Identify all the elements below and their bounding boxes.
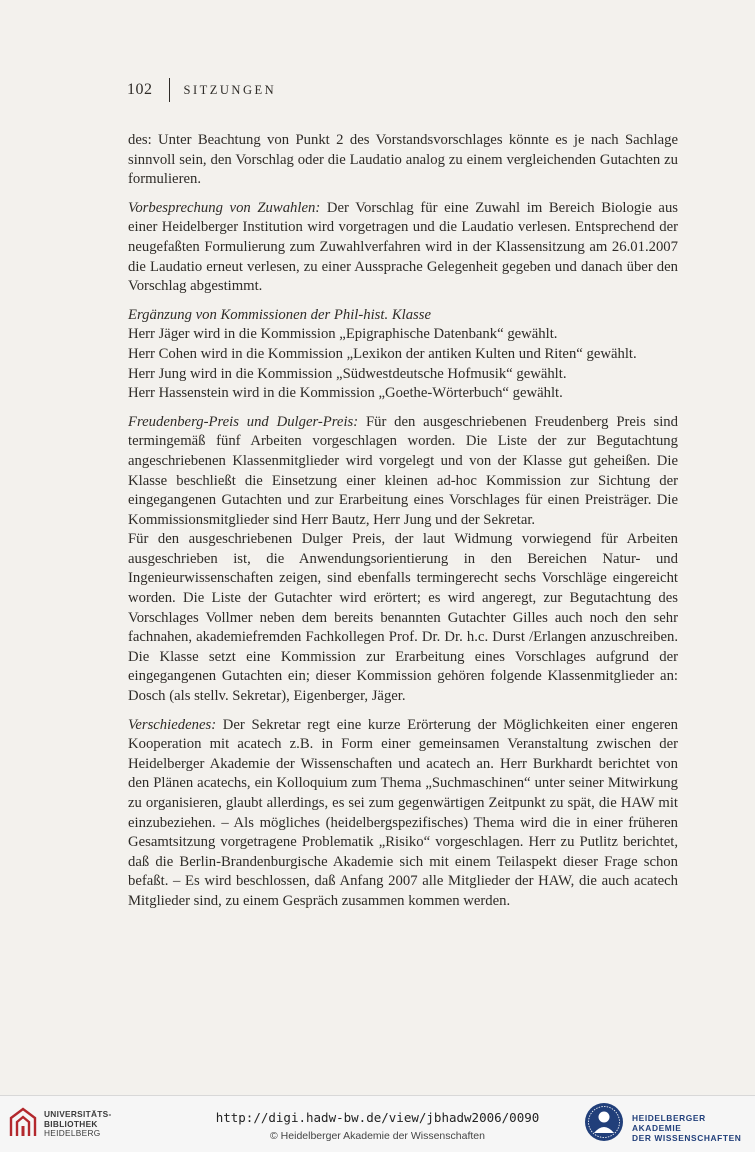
header-divider (169, 78, 170, 102)
paragraph-dulger: Für den ausgeschriebenen Dulger Preis, der laut Widmung vorwiegend für Arbeiten ausgeschrieben ist, die Anwendungsorientierung in den Bereichen Natur- und Ingenieurwissenschaften zeigen, sind ebenfalls termingerecht sechs Vorschläge eingereicht worden. Die Liste der Gutachter wird erörtert; es wird angeregt, zur Begutachtung des Vorschlages Vollmer neben dem bereits benannten Gutachter Gilles auch noch den sehr fachnahen, akademiefremden Fachkollegen Prof. Dr. Dr. h.c. Durst /Erlangen anzuschreiben. Die Klasse setzt eine Kommission zur Erarbeitung eines Vorschlages aufgrund der eingegangenen Gutachten ein; dieser Kommission gehören folgende Klassenmitglieder an: Dosch (als stellv. Sekretar), Eigenberger, Jäger. (128, 531, 678, 705)
paragraph-text: Der Vorschlag für eine Zuwahl im Bereich Biologie aus einer Heidelberger Institution wird vorgetragen und die Laudatio verlesen. Entsprechend der neugefaßten Formulierung zum Zuwahlverfahren wird in der Klassensitzung am 26.01.2007 die Laudatio erneut verlesen, zu einer Aussprache Gelegenheit gegeben und danach über den Vorschlag abgestimmt. (128, 199, 679, 295)
document-url-link[interactable]: http://digi.hadw-bw.de/view/jbhadw2006/0090 (215, 1110, 540, 1125)
list-item: Herr Jäger wird in die Kommission „Epigraphische Datenbank“ gewählt. (128, 326, 558, 343)
section-title: SITZUNGEN (183, 82, 277, 97)
section-label: Ergänzung von Kommissionen der Phil-hist. Klasse (128, 306, 431, 323)
section-kommissionen (128, 306, 678, 404)
paragraph-zuwahlen (128, 199, 678, 297)
paragraph-label: Vorbesprechung von Zuwahlen: (128, 199, 321, 216)
page-number: 102 (127, 81, 153, 98)
body-text (128, 131, 678, 912)
university-library-name: UNIVERSITÄTS- BIBLIOTHEK HEIDELBERG (44, 1109, 112, 1138)
paragraph-text: Für den ausgeschriebenen Freudenberg Preis sind termingemäß fünf Arbeiten vorgeschlagen worden. Die Liste der zur Begutachtung angeschriebenen Klassenmitglieder wird vorgelegt und von der Klasse gut geheißen. Die Klasse beschließt die Einsetzung einer kleinen ad-hoc Kommission zur Sichtung der eingegangenen Gutachten und zur Erarbeitung eines Vorschlages für einen Preisträger. Die Kommissionsmitglieder sind Herr Bautz, Herr Jung und der Sekretar. (128, 413, 678, 528)
list-item: Herr Jung wird in die Kommission „Südwestdeutsche Hofmusik“ gewählt. (128, 365, 567, 382)
academy-name: HEIDELBERGER AKADEMIE DER WISSENSCHAFTEN (632, 1113, 742, 1143)
paragraph-label: Verschiedenes: (128, 716, 217, 733)
list-item: Herr Cohen wird in die Kommission „Lexikon der antiken Kulten und Riten“ gewählt. (128, 345, 637, 362)
list-item: Herr Hassenstein wird in die Kommission „Goethe-Wörterbuch“ gewählt. (128, 385, 563, 402)
paragraph-verschiedenes (128, 716, 678, 912)
paragraph-preise (128, 413, 678, 531)
paragraph-continuation: des: Unter Beachtung von Punkt 2 des Vorstandsvorschlages könnte es je nach Sachlage sinnvoll sein, den Vorschlag oder die Laudatio analog zu einem vergleichenden Gutachten zu formulieren. (128, 132, 678, 188)
academy-seal-icon (584, 1102, 624, 1142)
paragraph-label: Freudenberg-Preis und Dulger-Preis: (128, 413, 359, 430)
viewer-footer (0, 1095, 755, 1152)
copyright-notice: © Heidelberger Akademie der Wissenschaften (270, 1130, 485, 1142)
running-header (127, 79, 276, 101)
paragraph-text: Der Sekretar regt eine kurze Erörterung der Möglichkeiten einer engeren Kooperation mit acatech z.B. in Form einer gemeinsamen Veranstaltung zwischen der Heidelberger Akademie der Wissenschaften und acatech an. Herr Burkhardt berichtet von den Plänen acatechs, ein Kolloquium zum Thema „Suchmaschinen“ unter seiner Mitwirkung zu organisieren, glaubt allerdings, es sei zum gegenwärtigen Zeitpunkt zu spät, die HAW mit einzubeziehen. – Als mögliches (heidelbergspezifisches) Thema wird die in einer früheren Gesamtsitzung vorgetragene Problematik „Risiko“ vorgeschlagen. Herr zu Putlitz berichtet, daß die Berlin-Brandenburgische Akademie sich mit einem Teilaspekt dieser Frage schon befaßt. – Es wird beschlossen, daß Anfang 2007 alle Mitglieder der HAW, die auch acatech Mitglieder sind, zu einem Gespräch zusammen kommen werden. (128, 716, 678, 909)
